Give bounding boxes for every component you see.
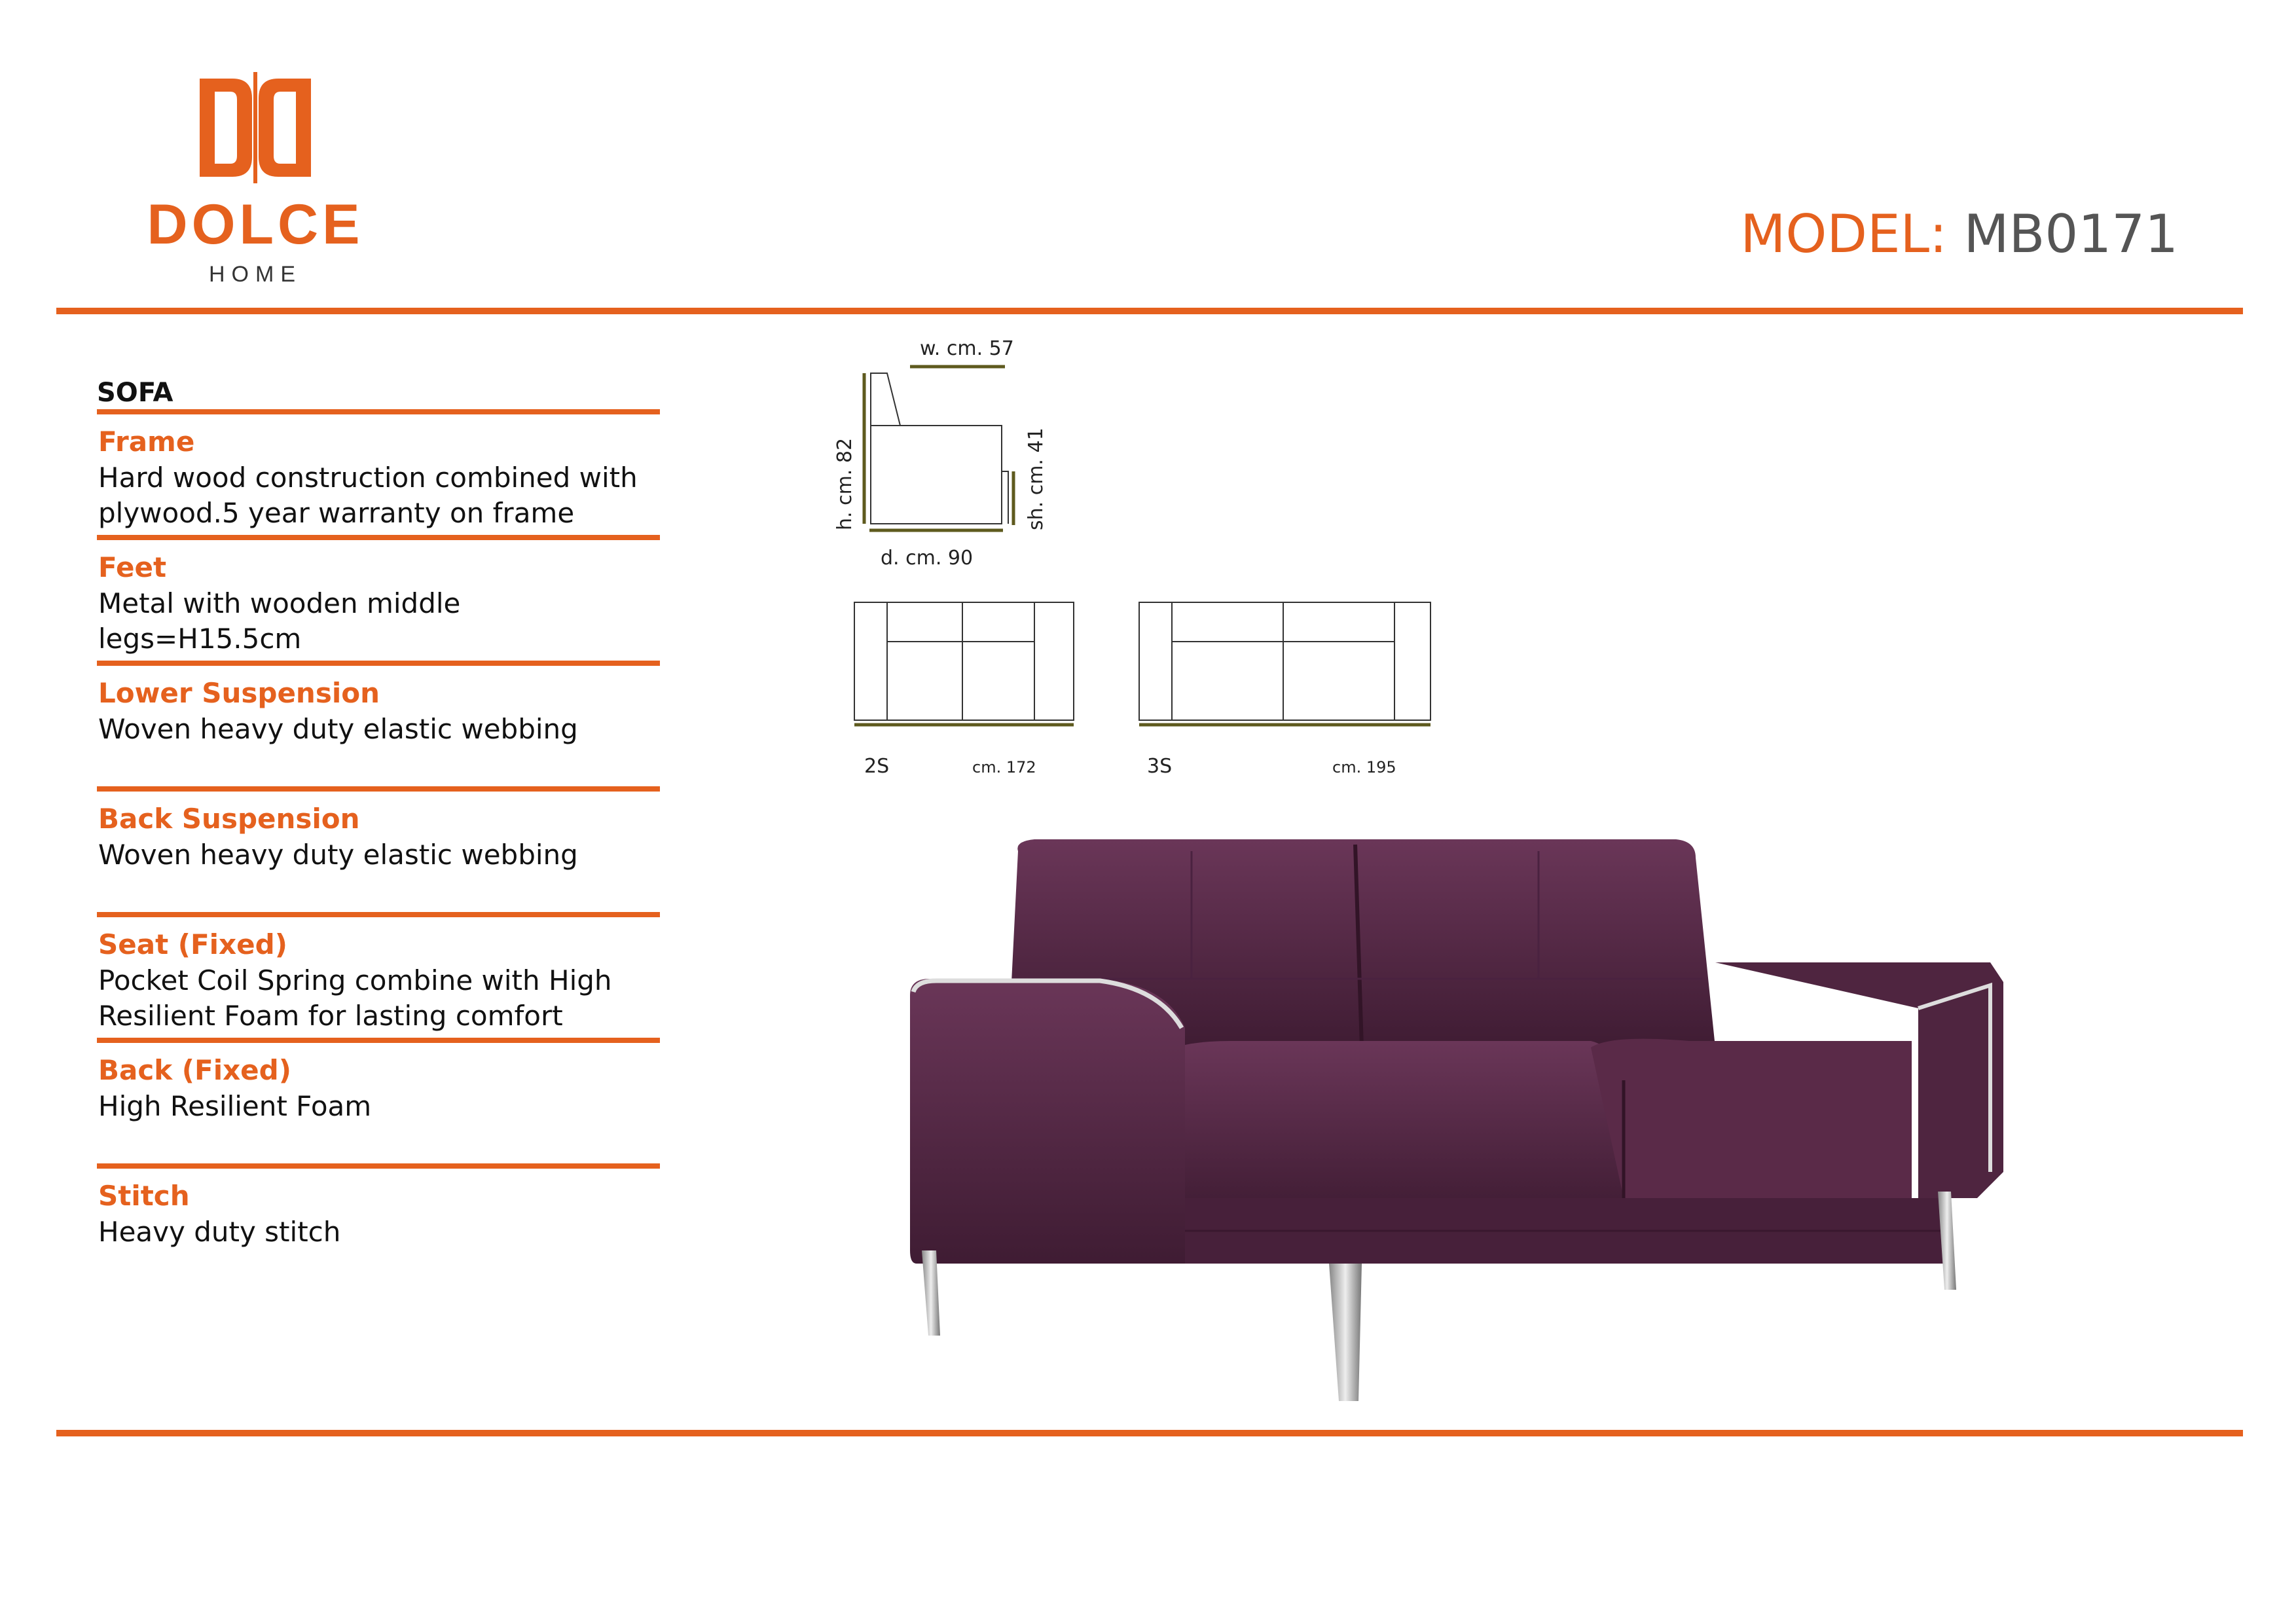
spec-panel <box>97 376 660 1289</box>
spec-item-frame <box>97 409 660 535</box>
variant-length-2s: cm. 172 <box>972 758 1036 776</box>
section-title: SOFA <box>97 378 173 408</box>
spec-description: Woven heavy duty elastic webbing <box>98 713 578 745</box>
spec-description: Heavy duty stitch <box>98 1216 341 1248</box>
variant-code-2s: 2S <box>864 755 890 778</box>
top-view-diagram-2s <box>845 593 1093 782</box>
spec-item-feet <box>97 535 660 661</box>
spec-divider <box>97 1163 660 1169</box>
spec-label: Back Suspension <box>98 803 360 835</box>
spec-divider <box>97 912 660 917</box>
brand-name: DOLCE <box>147 193 364 256</box>
seat-height-dimension-label: sh. cm. 41 <box>1025 428 1048 530</box>
sofa-product-image <box>903 831 2016 1408</box>
side-profile-diagram <box>812 334 1100 589</box>
footer-divider <box>56 1430 2243 1436</box>
dolce-home-logo-mark-icon <box>196 72 314 183</box>
brand-logo <box>131 72 380 295</box>
header-divider <box>56 308 2243 314</box>
spec-item-lower-suspension <box>97 661 660 786</box>
spec-divider <box>97 535 660 540</box>
spec-description: Metal with wooden middle legs=H15.5cm <box>98 587 461 655</box>
depth-dimension-label: d. cm. 90 <box>881 547 974 570</box>
spec-description: Pocket Coil Spring combine with High Resilient Foam for lasting comfort <box>98 964 612 1032</box>
spec-label: Frame <box>98 426 195 458</box>
spec-label: Lower Suspension <box>98 677 380 709</box>
model-number: MB0171 <box>1963 204 2178 264</box>
spec-description: High Resilient Foam <box>98 1090 372 1122</box>
spec-description: Hard wood construction combined with plywood.5 year warranty on frame <box>98 462 638 529</box>
spec-label: Seat (Fixed) <box>98 928 287 960</box>
spec-label: Back (Fixed) <box>98 1054 291 1086</box>
variant-code-3s: 3S <box>1147 755 1173 778</box>
height-dimension-label: h. cm. 82 <box>833 437 856 530</box>
spec-list <box>97 409 660 1289</box>
spec-label: Stitch <box>98 1180 190 1212</box>
spec-label: Feet <box>98 551 167 583</box>
spec-divider <box>97 409 660 414</box>
spec-divider <box>97 786 660 792</box>
model-title <box>1740 204 2178 264</box>
width-dimension-label: w. cm. 57 <box>920 337 1014 360</box>
spec-item-back-suspension <box>97 786 660 912</box>
variant-length-3s: cm. 195 <box>1332 758 1396 776</box>
spec-item-back <box>97 1038 660 1163</box>
spec-divider <box>97 1038 660 1043</box>
model-label: MODEL: <box>1740 204 1948 264</box>
top-view-diagram-3s <box>1133 593 1440 782</box>
brand-subtitle: HOME <box>209 262 302 287</box>
spec-item-stitch <box>97 1163 660 1289</box>
spec-description: Woven heavy duty elastic webbing <box>98 839 578 871</box>
spec-item-seat <box>97 912 660 1038</box>
spec-divider <box>97 661 660 666</box>
